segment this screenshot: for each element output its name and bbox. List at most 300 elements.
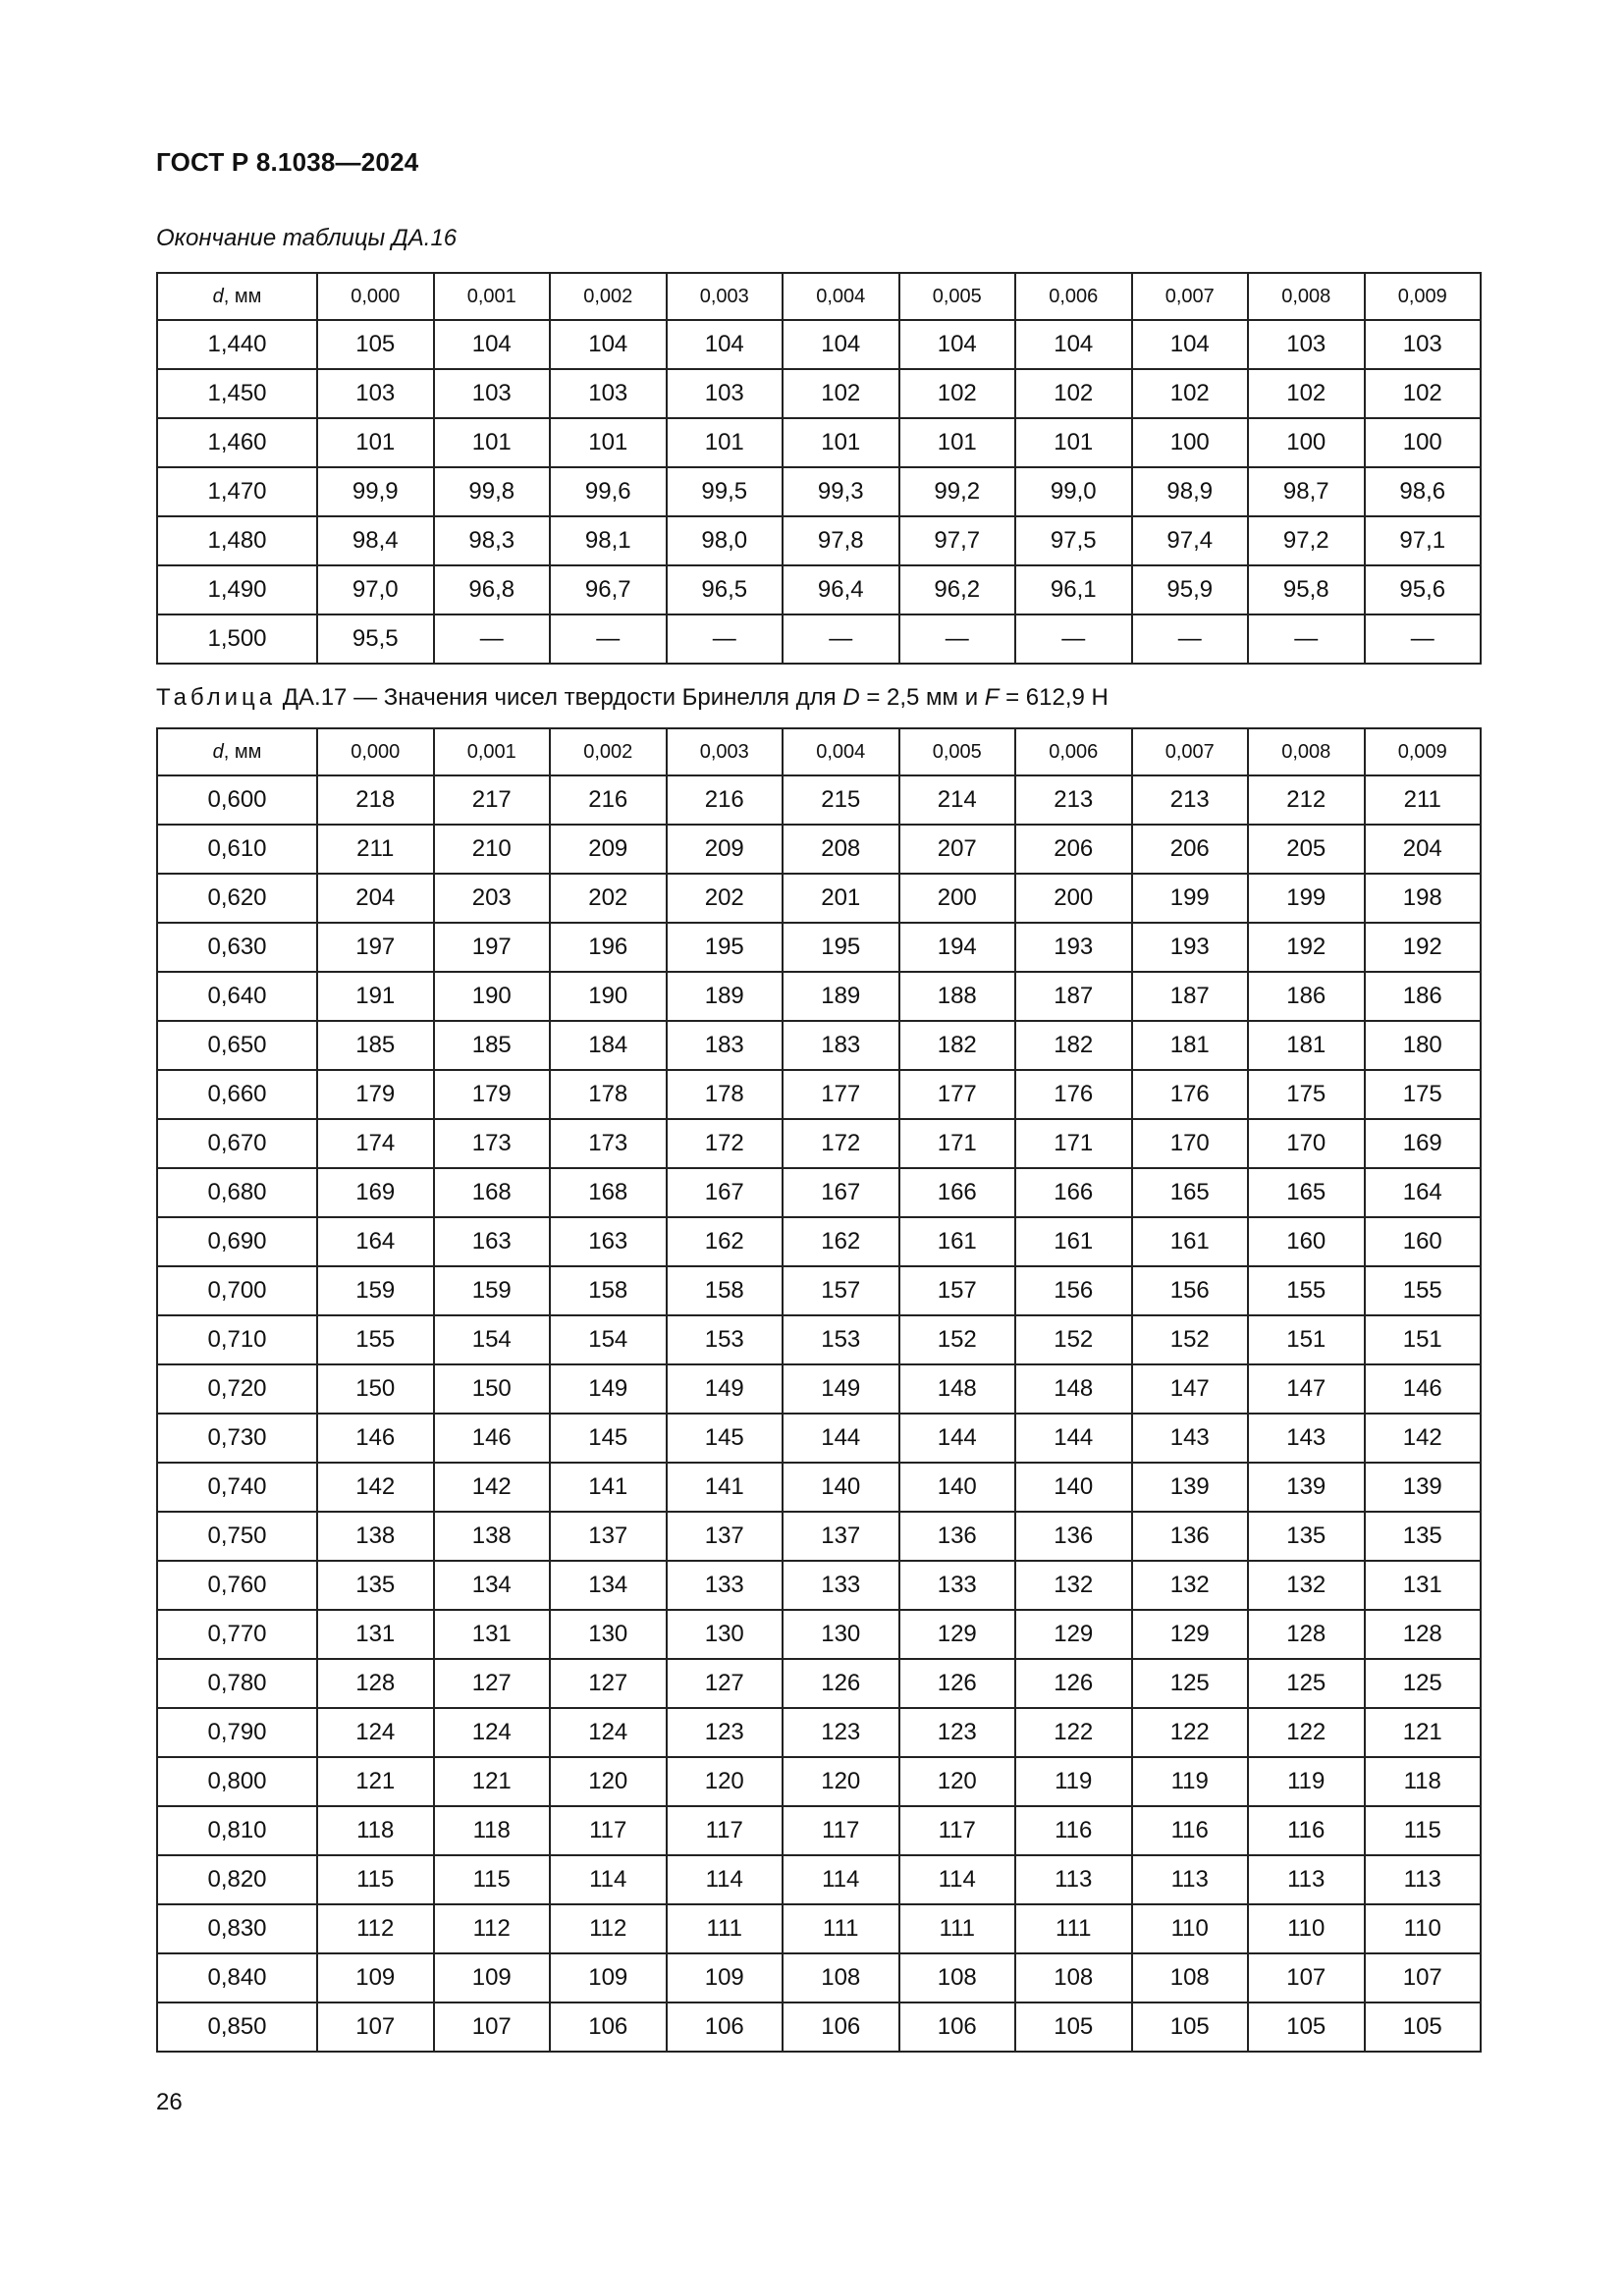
table-row bbox=[157, 1708, 1481, 1757]
table-row bbox=[157, 565, 1481, 614]
table-cell: 137 bbox=[550, 1512, 667, 1561]
table-cell: 161 bbox=[899, 1217, 1016, 1266]
table-cell: 178 bbox=[667, 1070, 784, 1119]
table-cell: 116 bbox=[1248, 1806, 1365, 1855]
table-cell: 204 bbox=[317, 874, 434, 923]
table-cell: 201 bbox=[783, 874, 899, 923]
table-cell: 103 bbox=[667, 369, 784, 418]
table-cell: 108 bbox=[783, 1953, 899, 2002]
table-cell: 127 bbox=[667, 1659, 784, 1708]
row-d-value: 0,800 bbox=[157, 1757, 317, 1806]
row-d-value: 1,440 bbox=[157, 320, 317, 369]
table-cell: 122 bbox=[1132, 1708, 1249, 1757]
table-cell: — bbox=[1365, 614, 1482, 664]
table-cell: 117 bbox=[550, 1806, 667, 1855]
table-cell: 146 bbox=[434, 1414, 551, 1463]
table-row bbox=[157, 467, 1481, 516]
table-cell: 189 bbox=[783, 972, 899, 1021]
table-cell: 215 bbox=[783, 775, 899, 825]
table-cell: 111 bbox=[667, 1904, 784, 1953]
table-cell: 171 bbox=[1015, 1119, 1132, 1168]
table-17 bbox=[156, 727, 1482, 2053]
table-cell: 102 bbox=[1248, 369, 1365, 418]
table-cell: 104 bbox=[783, 320, 899, 369]
table-cell: 102 bbox=[1015, 369, 1132, 418]
table-16-body bbox=[157, 320, 1481, 664]
caption-mid: = 2,5 мм и bbox=[859, 684, 985, 711]
table-17-header-d bbox=[157, 728, 317, 775]
table-cell: 101 bbox=[1015, 418, 1132, 467]
row-d-value: 0,790 bbox=[157, 1708, 317, 1757]
table-row bbox=[157, 775, 1481, 825]
table-cell: 99,6 bbox=[550, 467, 667, 516]
table-cell: 216 bbox=[550, 775, 667, 825]
table-cell: 137 bbox=[783, 1512, 899, 1561]
table-cell: 138 bbox=[434, 1512, 551, 1561]
table-cell: 138 bbox=[317, 1512, 434, 1561]
table-cell: 99,3 bbox=[783, 467, 899, 516]
table-row bbox=[157, 1414, 1481, 1463]
table-cell: 104 bbox=[899, 320, 1016, 369]
table-cell: 116 bbox=[1015, 1806, 1132, 1855]
table-cell: 110 bbox=[1248, 1904, 1365, 1953]
table-cell: — bbox=[899, 614, 1016, 664]
table-cell: 206 bbox=[1015, 825, 1132, 874]
table-cell: 186 bbox=[1248, 972, 1365, 1021]
table-cell: 112 bbox=[317, 1904, 434, 1953]
row-d-value: 0,710 bbox=[157, 1315, 317, 1364]
table-cell: 127 bbox=[434, 1659, 551, 1708]
table-cell: 129 bbox=[1015, 1610, 1132, 1659]
row-d-value: 0,720 bbox=[157, 1364, 317, 1414]
table-cell: 115 bbox=[434, 1855, 551, 1904]
table-cell: 144 bbox=[899, 1414, 1016, 1463]
table-cell: 173 bbox=[434, 1119, 551, 1168]
table-cell: 165 bbox=[1132, 1168, 1249, 1217]
table-cell: 172 bbox=[783, 1119, 899, 1168]
table-cell: 97,8 bbox=[783, 516, 899, 565]
table-cell: 135 bbox=[1365, 1512, 1482, 1561]
table-cell: 211 bbox=[317, 825, 434, 874]
table-cell: 161 bbox=[1132, 1217, 1249, 1266]
table-cell: 97,5 bbox=[1015, 516, 1132, 565]
table-cell: 96,4 bbox=[783, 565, 899, 614]
table-cell: 125 bbox=[1365, 1659, 1482, 1708]
table-cell: 97,7 bbox=[899, 516, 1016, 565]
d-symbol: d bbox=[212, 740, 224, 763]
table-cell: 200 bbox=[1015, 874, 1132, 923]
table-cell: 105 bbox=[1248, 2002, 1365, 2052]
table-cell: 109 bbox=[317, 1953, 434, 2002]
row-d-value: 0,780 bbox=[157, 1659, 317, 1708]
table-cell: 184 bbox=[550, 1021, 667, 1070]
table-cell: 101 bbox=[550, 418, 667, 467]
table-cell: 167 bbox=[783, 1168, 899, 1217]
table-17-caption bbox=[156, 684, 1109, 712]
table-cell: 193 bbox=[1132, 923, 1249, 972]
table-cell: 96,1 bbox=[1015, 565, 1132, 614]
table-cell: 120 bbox=[783, 1757, 899, 1806]
table-cell: 100 bbox=[1132, 418, 1249, 467]
table-cell: 170 bbox=[1132, 1119, 1249, 1168]
table-cell: 193 bbox=[1015, 923, 1132, 972]
table-cell: 179 bbox=[434, 1070, 551, 1119]
table-cell: 99,8 bbox=[434, 467, 551, 516]
table-cell: 104 bbox=[1132, 320, 1249, 369]
table-cell: 123 bbox=[783, 1708, 899, 1757]
table-cell: 130 bbox=[667, 1610, 784, 1659]
table-cell: 135 bbox=[1248, 1512, 1365, 1561]
table-cell: 130 bbox=[550, 1610, 667, 1659]
table-row bbox=[157, 1119, 1481, 1168]
table-cell: 113 bbox=[1365, 1855, 1482, 1904]
row-d-value: 0,620 bbox=[157, 874, 317, 923]
table-row bbox=[157, 516, 1481, 565]
row-d-value: 0,700 bbox=[157, 1266, 317, 1315]
table-cell: 107 bbox=[317, 2002, 434, 2052]
column-header: 0,004 bbox=[783, 273, 899, 320]
table-row bbox=[157, 1855, 1481, 1904]
table-cell: 147 bbox=[1132, 1364, 1249, 1414]
table-cell: 168 bbox=[434, 1168, 551, 1217]
table-cell: 171 bbox=[899, 1119, 1016, 1168]
table-cell: 115 bbox=[317, 1855, 434, 1904]
row-d-value: 0,820 bbox=[157, 1855, 317, 1904]
column-header: 0,002 bbox=[550, 273, 667, 320]
table-cell: 181 bbox=[1132, 1021, 1249, 1070]
table-cell: 99,9 bbox=[317, 467, 434, 516]
table-cell: 142 bbox=[1365, 1414, 1482, 1463]
table-cell: 104 bbox=[667, 320, 784, 369]
table-cell: 133 bbox=[899, 1561, 1016, 1610]
table-cell: 152 bbox=[1132, 1315, 1249, 1364]
table-cell: 199 bbox=[1248, 874, 1365, 923]
table-cell: 119 bbox=[1132, 1757, 1249, 1806]
table-cell: — bbox=[1132, 614, 1249, 664]
row-d-value: 1,450 bbox=[157, 369, 317, 418]
table-cell: 212 bbox=[1248, 775, 1365, 825]
table-cell: 199 bbox=[1132, 874, 1249, 923]
table-cell: 119 bbox=[1015, 1757, 1132, 1806]
table-cell: 105 bbox=[1015, 2002, 1132, 2052]
table-cell: 192 bbox=[1365, 923, 1482, 972]
table-cell: 187 bbox=[1132, 972, 1249, 1021]
table-cell: 183 bbox=[667, 1021, 784, 1070]
table-cell: 102 bbox=[899, 369, 1016, 418]
table-cell: 99,5 bbox=[667, 467, 784, 516]
table-cell: 176 bbox=[1132, 1070, 1249, 1119]
table-cell: 137 bbox=[667, 1512, 784, 1561]
table-cell: 195 bbox=[783, 923, 899, 972]
row-d-value: 0,810 bbox=[157, 1806, 317, 1855]
table-cell: 128 bbox=[317, 1659, 434, 1708]
table-cell: 157 bbox=[783, 1266, 899, 1315]
table-cell: 139 bbox=[1365, 1463, 1482, 1512]
table-cell: 190 bbox=[434, 972, 551, 1021]
table-cell: 143 bbox=[1132, 1414, 1249, 1463]
table-cell: 109 bbox=[434, 1953, 551, 2002]
column-header: 0,002 bbox=[550, 728, 667, 775]
table-cell: 188 bbox=[899, 972, 1016, 1021]
table-cell: 163 bbox=[550, 1217, 667, 1266]
table-cell: 98,1 bbox=[550, 516, 667, 565]
table-cell: 117 bbox=[899, 1806, 1016, 1855]
table-cell: 205 bbox=[1248, 825, 1365, 874]
column-header: 0,003 bbox=[667, 273, 784, 320]
table-cell: 170 bbox=[1248, 1119, 1365, 1168]
table-cell: 95,8 bbox=[1248, 565, 1365, 614]
row-d-value: 1,470 bbox=[157, 467, 317, 516]
column-header: 0,009 bbox=[1365, 273, 1482, 320]
table-cell: 102 bbox=[1365, 369, 1482, 418]
table-cell: 102 bbox=[1132, 369, 1249, 418]
table-cell: 113 bbox=[1248, 1855, 1365, 1904]
table-cell: 195 bbox=[667, 923, 784, 972]
table-cell: 166 bbox=[1015, 1168, 1132, 1217]
table-cell: 108 bbox=[899, 1953, 1016, 2002]
table-cell: 99,0 bbox=[1015, 467, 1132, 516]
table-cell: 149 bbox=[783, 1364, 899, 1414]
table-cell: 103 bbox=[1248, 320, 1365, 369]
table-cell: 155 bbox=[1248, 1266, 1365, 1315]
table-row bbox=[157, 2002, 1481, 2052]
table-cell: 177 bbox=[783, 1070, 899, 1119]
table-cell: 127 bbox=[550, 1659, 667, 1708]
table-cell: 202 bbox=[550, 874, 667, 923]
table-cell: 200 bbox=[899, 874, 1016, 923]
table-cell: 165 bbox=[1248, 1168, 1365, 1217]
table-cell: 149 bbox=[550, 1364, 667, 1414]
table-cell: 118 bbox=[1365, 1757, 1482, 1806]
table-cell: 173 bbox=[550, 1119, 667, 1168]
table-cell: 96,8 bbox=[434, 565, 551, 614]
table-cell: 123 bbox=[667, 1708, 784, 1757]
table-cell: 122 bbox=[1248, 1708, 1365, 1757]
table-cell: 122 bbox=[1015, 1708, 1132, 1757]
table-cell: 108 bbox=[1132, 1953, 1249, 2002]
table-16-header-d bbox=[157, 273, 317, 320]
table-cell: 117 bbox=[783, 1806, 899, 1855]
table-row bbox=[157, 825, 1481, 874]
table-cell: 152 bbox=[1015, 1315, 1132, 1364]
row-d-value: 0,640 bbox=[157, 972, 317, 1021]
table-cell: 162 bbox=[783, 1217, 899, 1266]
table-cell: 189 bbox=[667, 972, 784, 1021]
row-d-value: 1,500 bbox=[157, 614, 317, 664]
table-row bbox=[157, 1512, 1481, 1561]
row-d-value: 0,760 bbox=[157, 1561, 317, 1610]
table-cell: 204 bbox=[1365, 825, 1482, 874]
table-cell: 187 bbox=[1015, 972, 1132, 1021]
table-cell: 183 bbox=[783, 1021, 899, 1070]
column-header: 0,009 bbox=[1365, 728, 1482, 775]
table-17-body bbox=[157, 775, 1481, 2052]
table-cell: 124 bbox=[317, 1708, 434, 1757]
table-row bbox=[157, 1266, 1481, 1315]
table-cell: 155 bbox=[1365, 1266, 1482, 1315]
table-cell: 155 bbox=[317, 1315, 434, 1364]
table-cell: 136 bbox=[1132, 1512, 1249, 1561]
table-cell: 96,5 bbox=[667, 565, 784, 614]
row-d-value: 0,630 bbox=[157, 923, 317, 972]
table-cell: 209 bbox=[667, 825, 784, 874]
table-cell: 177 bbox=[899, 1070, 1016, 1119]
table-cell: 179 bbox=[317, 1070, 434, 1119]
table-cell: 142 bbox=[317, 1463, 434, 1512]
table-cell: 95,5 bbox=[317, 614, 434, 664]
column-header: 0,005 bbox=[899, 728, 1016, 775]
table-cell: 98,4 bbox=[317, 516, 434, 565]
row-d-value: 0,750 bbox=[157, 1512, 317, 1561]
table-cell: 162 bbox=[667, 1217, 784, 1266]
table-cell: — bbox=[1248, 614, 1365, 664]
table-cell: 125 bbox=[1248, 1659, 1365, 1708]
table-cell: 156 bbox=[1132, 1266, 1249, 1315]
table-cell: 141 bbox=[550, 1463, 667, 1512]
table-cell: 131 bbox=[1365, 1561, 1482, 1610]
table-cell: 100 bbox=[1248, 418, 1365, 467]
table-cell: 153 bbox=[783, 1315, 899, 1364]
table-row bbox=[157, 1070, 1481, 1119]
table-row bbox=[157, 1806, 1481, 1855]
table-cell: 144 bbox=[783, 1414, 899, 1463]
table-cell: 210 bbox=[434, 825, 551, 874]
row-d-value: 0,660 bbox=[157, 1070, 317, 1119]
table-cell: 134 bbox=[434, 1561, 551, 1610]
table-cell: 190 bbox=[550, 972, 667, 1021]
table-cell: 120 bbox=[667, 1757, 784, 1806]
d-unit: , мм bbox=[223, 740, 262, 763]
table-cell: 109 bbox=[667, 1953, 784, 2002]
document-header-title: ГОСТ Р 8.1038—2024 bbox=[156, 147, 419, 177]
table-cell: 98,7 bbox=[1248, 467, 1365, 516]
table-cell: 101 bbox=[899, 418, 1016, 467]
table-cell: 123 bbox=[899, 1708, 1016, 1757]
table-cell: 103 bbox=[1365, 320, 1482, 369]
table-cell: — bbox=[667, 614, 784, 664]
column-header: 0,006 bbox=[1015, 728, 1132, 775]
table-row bbox=[157, 1904, 1481, 1953]
table-row bbox=[157, 1463, 1481, 1512]
caption-end: = 612,9 Н bbox=[999, 684, 1109, 711]
table-cell: 213 bbox=[1015, 775, 1132, 825]
table-cell: 166 bbox=[899, 1168, 1016, 1217]
table-cell: 101 bbox=[783, 418, 899, 467]
column-header: 0,005 bbox=[899, 273, 1016, 320]
table-cell: 146 bbox=[317, 1414, 434, 1463]
table-cell: 175 bbox=[1365, 1070, 1482, 1119]
table-cell: 178 bbox=[550, 1070, 667, 1119]
row-d-value: 0,850 bbox=[157, 2002, 317, 2052]
table-cell: 120 bbox=[550, 1757, 667, 1806]
page-number: 26 bbox=[156, 2089, 183, 2115]
table-cell: 160 bbox=[1365, 1217, 1482, 1266]
table-cell: 111 bbox=[783, 1904, 899, 1953]
table-row bbox=[157, 1021, 1481, 1070]
table-cell: 174 bbox=[317, 1119, 434, 1168]
table-cell: 95,9 bbox=[1132, 565, 1249, 614]
table-cell: 128 bbox=[1365, 1610, 1482, 1659]
table-row bbox=[157, 1757, 1481, 1806]
table-cell: 164 bbox=[1365, 1168, 1482, 1217]
table-cell: 140 bbox=[783, 1463, 899, 1512]
table-cell: 145 bbox=[667, 1414, 784, 1463]
table-cell: 146 bbox=[1365, 1364, 1482, 1414]
table-cell: 198 bbox=[1365, 874, 1482, 923]
table-16-header-row bbox=[157, 273, 1481, 320]
table-cell: 197 bbox=[317, 923, 434, 972]
column-header: 0,000 bbox=[317, 273, 434, 320]
table-cell: 113 bbox=[1132, 1855, 1249, 1904]
table-cell: 149 bbox=[667, 1364, 784, 1414]
table-cell: 159 bbox=[317, 1266, 434, 1315]
table-cell: 196 bbox=[550, 923, 667, 972]
table-cell: 124 bbox=[434, 1708, 551, 1757]
row-d-value: 1,490 bbox=[157, 565, 317, 614]
table-cell: 148 bbox=[899, 1364, 1016, 1414]
row-d-value: 0,840 bbox=[157, 1953, 317, 2002]
table-cell: 96,7 bbox=[550, 565, 667, 614]
table-row bbox=[157, 1315, 1481, 1364]
table-cell: 181 bbox=[1248, 1021, 1365, 1070]
table-cell: 207 bbox=[899, 825, 1016, 874]
column-header: 0,001 bbox=[434, 728, 551, 775]
table-cell: 154 bbox=[550, 1315, 667, 1364]
table-cell: 209 bbox=[550, 825, 667, 874]
table-cell: 126 bbox=[899, 1659, 1016, 1708]
table-cell: 182 bbox=[1015, 1021, 1132, 1070]
table-cell: 126 bbox=[1015, 1659, 1132, 1708]
table-cell: 175 bbox=[1248, 1070, 1365, 1119]
table-cell: 176 bbox=[1015, 1070, 1132, 1119]
table-cell: 157 bbox=[899, 1266, 1016, 1315]
row-d-value: 0,610 bbox=[157, 825, 317, 874]
table-cell: 153 bbox=[667, 1315, 784, 1364]
column-header: 0,000 bbox=[317, 728, 434, 775]
table-cell: 97,0 bbox=[317, 565, 434, 614]
table-cell: 213 bbox=[1132, 775, 1249, 825]
table-cell: 111 bbox=[899, 1904, 1016, 1953]
table-row bbox=[157, 874, 1481, 923]
row-d-value: 0,680 bbox=[157, 1168, 317, 1217]
table-row bbox=[157, 1217, 1481, 1266]
table-cell: 139 bbox=[1132, 1463, 1249, 1512]
table-cell: 160 bbox=[1248, 1217, 1365, 1266]
column-header: 0,003 bbox=[667, 728, 784, 775]
table-17-header-row bbox=[157, 728, 1481, 775]
table-cell: 132 bbox=[1132, 1561, 1249, 1610]
table-cell: 96,2 bbox=[899, 565, 1016, 614]
table-cell: 106 bbox=[550, 2002, 667, 2052]
table-cell: 150 bbox=[434, 1364, 551, 1414]
table-cell: 147 bbox=[1248, 1364, 1365, 1414]
table-cell: 125 bbox=[1132, 1659, 1249, 1708]
table-cell: 185 bbox=[317, 1021, 434, 1070]
table-cell: 151 bbox=[1365, 1315, 1482, 1364]
table-cell: 140 bbox=[899, 1463, 1016, 1512]
table-cell: 102 bbox=[783, 369, 899, 418]
table-cell: 139 bbox=[1248, 1463, 1365, 1512]
column-header: 0,006 bbox=[1015, 273, 1132, 320]
table-cell: 103 bbox=[550, 369, 667, 418]
table-cell: 145 bbox=[550, 1414, 667, 1463]
table-cell: 98,6 bbox=[1365, 467, 1482, 516]
table-cell: 180 bbox=[1365, 1021, 1482, 1070]
table-cell: 97,1 bbox=[1365, 516, 1482, 565]
table-cell: 131 bbox=[317, 1610, 434, 1659]
table-cell: — bbox=[783, 614, 899, 664]
table-cell: 121 bbox=[317, 1757, 434, 1806]
